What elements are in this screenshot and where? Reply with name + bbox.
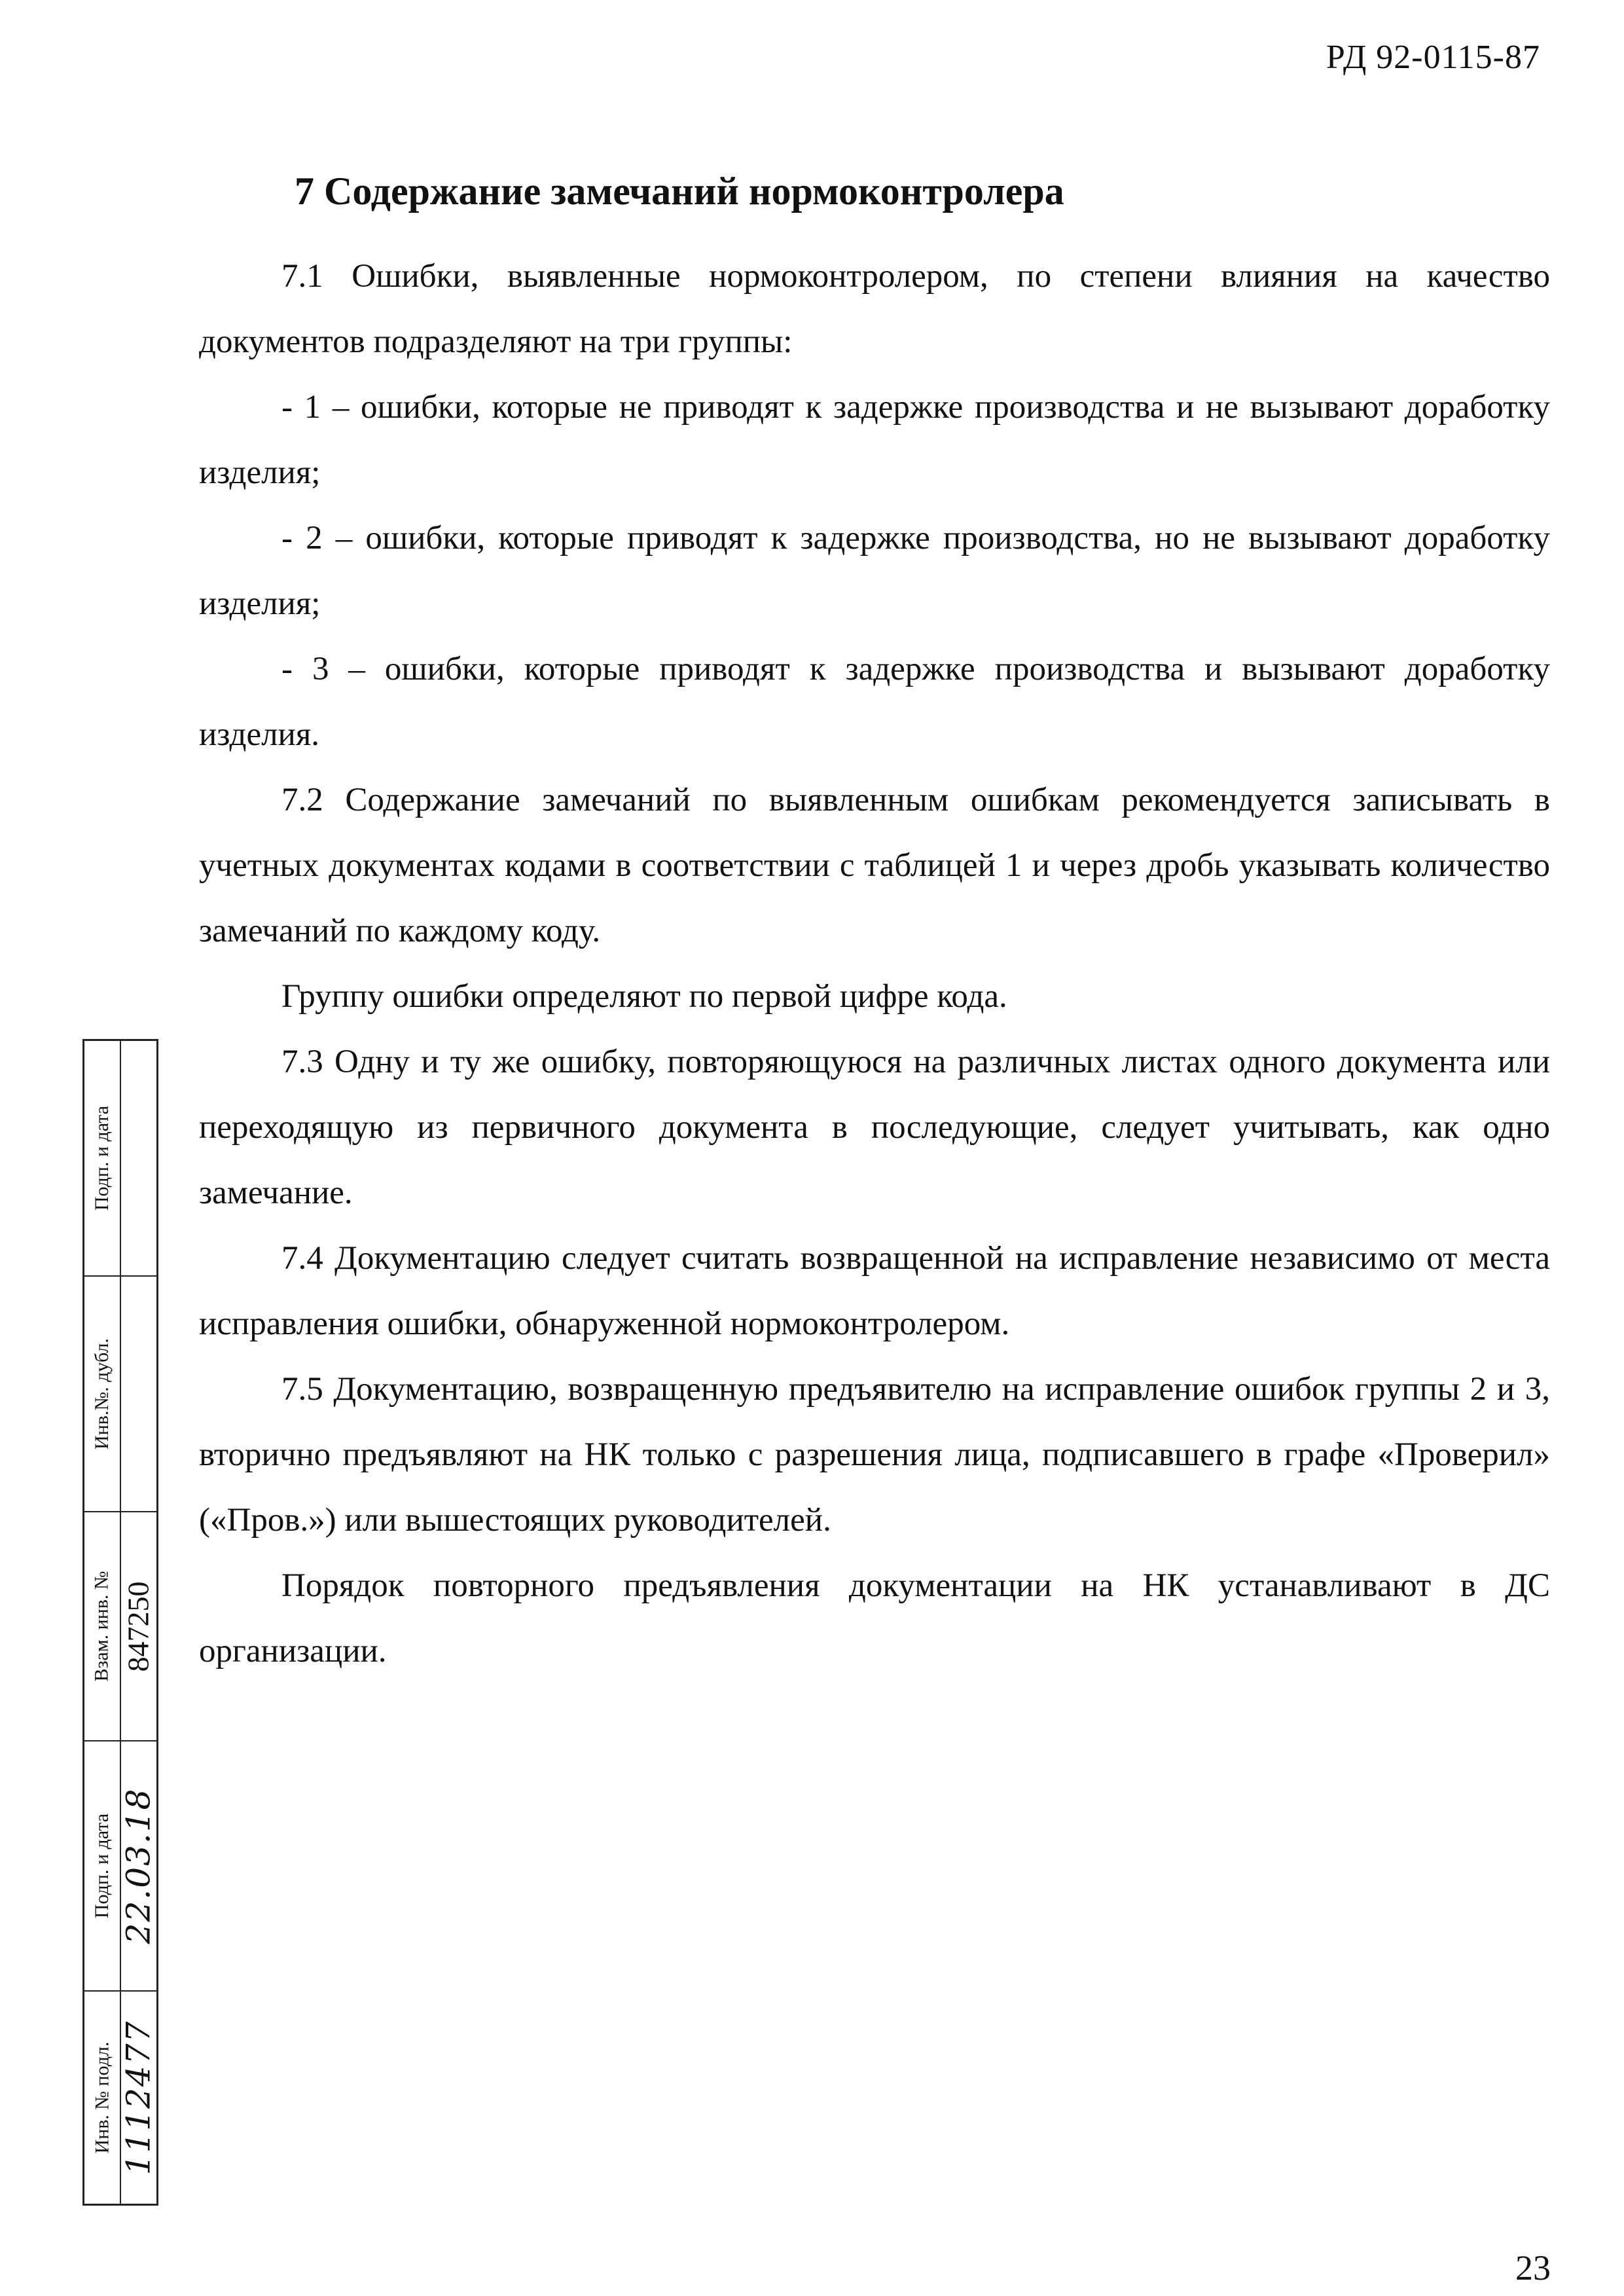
- section-body: [199, 244, 1550, 1684]
- paragraph-7-5: 7.5 Документацию, возвращенную предъявителю на исправление ошибок группы 2 и 3, вторично предъявляют на НК только с разрешения лица, подписавшего в графе «Проверил» («Пров.») или вышестоящих руководителей.: [199, 1371, 1550, 1539]
- stamp-label: Инв.№. дубл.: [91, 1338, 113, 1449]
- page-number: 23: [1515, 2248, 1551, 2287]
- stamp-label: Подп. и дата: [91, 1105, 113, 1211]
- paragraph-7-4: 7.4 Документацию следует считать возвращенной на исправление независимо от места исправления ошибки, обнаруженной нормоконтролером.: [199, 1240, 1550, 1342]
- stamp-value: 1112477: [119, 2020, 157, 2176]
- stamp-row-sign-date-top: [84, 1041, 156, 1277]
- document-code: РД 92-0115-87: [1326, 39, 1540, 76]
- stamp-label: Взам. инв. №: [91, 1571, 113, 1682]
- stamp-row-dup-inv: [84, 1277, 156, 1512]
- stamp-row-original-inv: [84, 1992, 156, 2204]
- paragraph-7-3: 7.3 Одну и ту же ошибку, повторяющуюся на различных листах одного документа или переходящую из первичного документа в последующие, следует учитывать, как одно замечание.: [199, 1044, 1550, 1211]
- section-title: 7 Содержание замечаний нормоконтролера: [295, 170, 1064, 213]
- binding-stamp-table: [82, 1039, 158, 2206]
- paragraph-7-1: 7.1 Ошибки, выявленные нормоконтролером, по степени влияния на качество документов подразделяют на три группы:: [199, 258, 1550, 360]
- stamp-value: [120, 1041, 156, 1275]
- list-item-group-1: - 1 – ошибки, которые не приводят к задержке производства и не вызывают доработку изделия;: [199, 389, 1550, 491]
- stamp-value: 847250: [121, 1581, 155, 1671]
- stamp-label: Инв. № подл.: [91, 2041, 113, 2154]
- stamp-value: 22.03.18: [119, 1787, 157, 1944]
- paragraph-group-note: Группу ошибки определяют по первой цифре кода.: [281, 978, 1007, 1015]
- list-item-group-2: - 2 – ошибки, которые приводят к задержке производства, но не вызывают доработку изделия;: [199, 520, 1550, 622]
- stamp-value: [120, 1277, 156, 1511]
- stamp-row-replace-inv: [84, 1512, 156, 1741]
- paragraph-7-2: 7.2 Содержание замечаний по выявленным ошибкам рекомендуется записывать в учетных документах кодами в соответствии с таблицей 1 и через дробь указывать количество замечаний по каждому коду.: [199, 782, 1550, 949]
- paragraph-resubmission-order: Порядок повторного предъявления документации на НК устанавливают в ДС организации.: [199, 1567, 1550, 1669]
- stamp-row-sign-date: [84, 1741, 156, 1992]
- stamp-label: Подп. и дата: [91, 1813, 113, 1919]
- list-item-group-3: - 3 – ошибки, которые приводят к задержке производства и вызывают доработку изделия.: [199, 651, 1550, 753]
